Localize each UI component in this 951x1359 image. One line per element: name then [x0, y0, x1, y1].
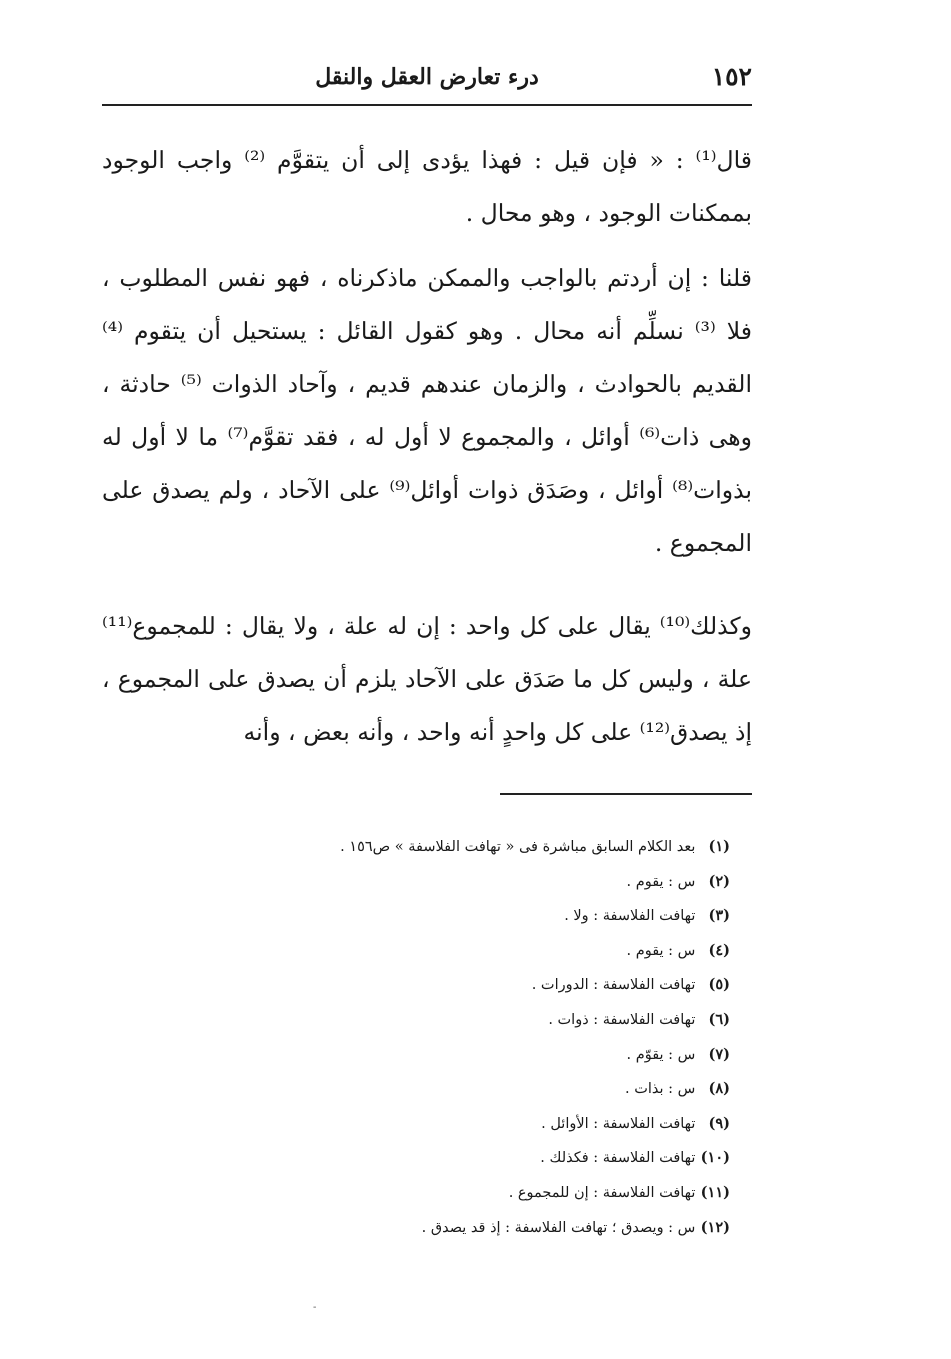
- footnote-item: [140, 1072, 730, 1107]
- footnote-text: تهافت الفلاسفة : الدورات .: [531, 977, 696, 994]
- footnote-item: [140, 1211, 730, 1246]
- footnote-text: س : يقوّم .: [626, 1046, 696, 1063]
- page-number: ١٥٢: [711, 62, 752, 91]
- footnotes-list: [140, 830, 730, 1245]
- footnote-item: [140, 830, 730, 865]
- footnote-text: تهافت الفلاسفة : فكذلك .: [540, 1150, 696, 1167]
- footnote-item: [140, 1003, 730, 1038]
- footnote-number: (١٢): [700, 1218, 730, 1236]
- page-mark: -: [313, 1302, 317, 1313]
- footnote-number: (٣): [708, 907, 730, 925]
- footnote-text: س : يقوم .: [626, 873, 696, 890]
- paragraph: قال⁽¹⁾ : « فإن قيل : فهذا يؤدى إلى أن يتقوَّم ⁽²⁾ واجب الوجود بممكنات الوجود ، وهو محال .: [102, 146, 752, 227]
- page-header: [102, 58, 752, 98]
- footnote-number: (٥): [708, 976, 730, 994]
- footnote-number: (١): [708, 838, 730, 855]
- footnote-item: [140, 1107, 730, 1142]
- main-text: [102, 134, 752, 771]
- footnote-item: [140, 934, 730, 969]
- paragraph: قلنا : إن أردتم بالواجب والممكن ماذكرناه ، فهو نفس المطلوب ، فلا ⁽³⁾ نسلِّم أنه محال . وهو كقول القائل : يستحيل أن يتقوم ⁽⁴⁾ القديم بالحوادث ، والزمان عندهم قديم ، وآحاد الذوات ⁽⁵⁾ حادثة ، وهى ذات⁽⁶⁾ أوائل ، والمجموع لا أول له ، فقد تقوَّم⁽⁷⁾ ما لا أول له بذوات⁽⁸⁾ أوائل ، وصَدَق ذوات أوائل⁽⁹⁾ على الآحاد ، ولم يصدق على المجموع .: [102, 264, 753, 557]
- footnote-item: [140, 899, 730, 934]
- footnote-rule: [500, 793, 752, 795]
- footnote-item: [140, 968, 730, 1003]
- footnote-number: (٩): [708, 1114, 730, 1132]
- header-rule: [102, 104, 752, 106]
- footnote-number: (٢): [708, 872, 730, 890]
- footnote-number: (١١): [700, 1183, 730, 1201]
- footnote-number: (١٠): [700, 1149, 730, 1167]
- footnote-number: (٦): [708, 1010, 730, 1028]
- footnote-text: تهافت الفلاسفة : الأوائل .: [541, 1115, 696, 1132]
- footnote-text: تهافت الفلاسفة : ولا .: [564, 908, 696, 925]
- footnote-item: [140, 1176, 730, 1211]
- footnote-text: س : بذات .: [625, 1081, 696, 1098]
- footnote-number: (٤): [708, 941, 730, 959]
- paragraph: وكذلك⁽¹⁰⁾ يقال على كل واحد : إن له علة ، ولا يقال : للمجموع⁽¹¹⁾ علة ، وليس كل ما صَدَق على الآحاد يلزم أن يصدق على المجموع ، إذ يصدق⁽¹²⁾ على كل واحدٍ أنه واحد ، وأنه بعض ، وأنه: [102, 612, 752, 746]
- footnote-item: [140, 1038, 730, 1073]
- footnote-text: س : ويصدق ؛ تهافت الفلاسفة : إذ قد يصدق .: [421, 1219, 696, 1236]
- footnote-text: تهافت الفلاسفة : إن للمجموع .: [508, 1184, 696, 1201]
- footnote-text: س : يقوم .: [626, 942, 696, 959]
- running-title: درء تعارض العقل والنقل: [315, 64, 539, 90]
- footnote-item: [140, 865, 730, 900]
- footnote-number: (٨): [708, 1080, 730, 1098]
- footnote-text: تهافت الفلاسفة : ذوات .: [548, 1011, 696, 1028]
- footnote-text: بعد الكلام السابق مباشرة فى « تهافت الفلاسفة » ص١٥٦ .: [340, 839, 696, 855]
- footnote-number: (٧): [708, 1045, 730, 1063]
- footnote-item: [140, 1141, 730, 1176]
